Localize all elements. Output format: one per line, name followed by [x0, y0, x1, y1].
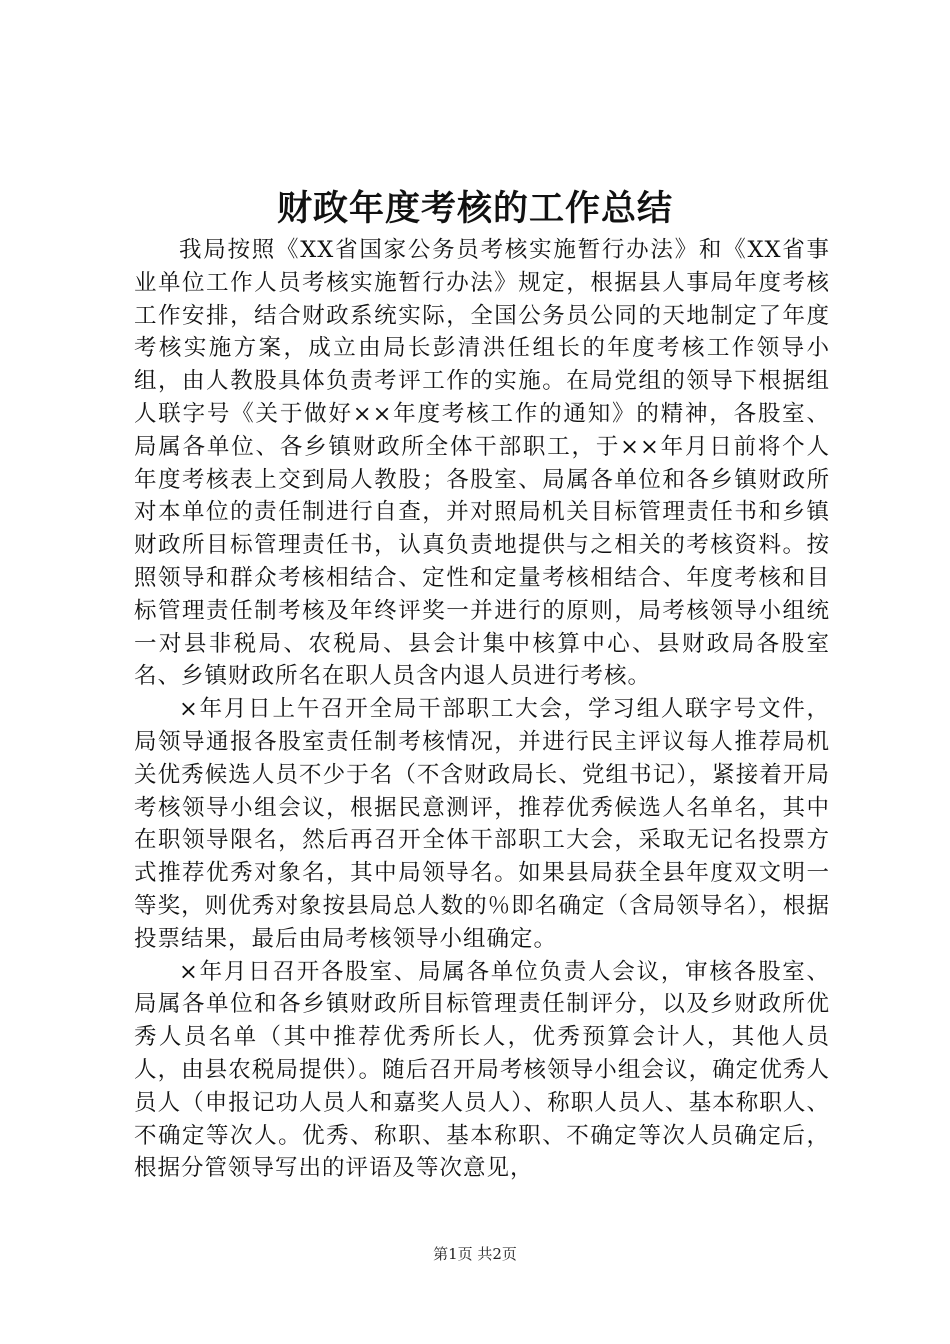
paragraph-2: ×年月日上午召开全局干部职工大会，学习组人联字号文件，局领导通报各股室责任制考核情况，并进行民主评议每人推荐局机关优秀候选人员不少于名（不含财政局长、党组书记），紧接着开局考核领导小组会议，根据民意测评，推荐优秀候选人名单名，其中在职领导限名，然后再召开全体干部职工大会，采取无记名投票方式推荐优秀对象名，其中局领导名。如果县局获全县年度双文明一等奖，则优秀对象按县局总人数的％即名确定（含局领导名），根据投票结果，最后由局考核领导小组确定。 [134, 696, 830, 952]
document-body [134, 234, 830, 1185]
page-footer: 第1页 共2页 [433, 1245, 517, 1263]
paragraph-3: ×年月日召开各股室、局属各单位负责人会议，审核各股室、局属各单位和各乡镇财政所目标管理责任制评分，以及乡财政所优秀人员名单（其中推荐优秀所长人，优秀预算会计人，其他人员人，由县农税局提供）。随后召开局考核领导小组会议，确定优秀人员人（申报记功人员人和嘉奖人员人）、称职人员人、基本称职人、不确定等次人。优秀、称职、基本称职、不确定等次人员确定后，根据分管领导写出的评语及等次意见， [134, 958, 830, 1182]
document-title: 财政年度考核的工作总结 [276, 188, 673, 229]
paragraph-1: 我局按照《XX省国家公务员考核实施暂行办法》和《XX省事业单位工作人员考核实施暂行办法》规定，根据县人事局年度考核工作安排，结合财政系统实际，全国公务员公同的天地制定了年度考核实施方案，成立由局长彭清洪任组长的年度考核工作领导小组，由人教股具体负责考评工作的实施。在局党组的领导下根据组人联字号《关于做好××年度考核工作的通知》的精神，各股室、局属各单位、各乡镇财政所全体干部职工，于××年月日前将个人年度考核表上交到局人教股；各股室、局属各单位和各乡镇财政所对本单位的责任制进行自查，并对照局机关目标管理责任书和乡镇财政所目标管理责任书，认真负责地提供与之相关的考核资料。按照领导和群众考核相结合、定性和定量考核相结合、年度考核和目标管理责任制考核及年终评奖一并进行的原则，局考核领导小组统一对县非税局、农税局、县会计集中核算中心、县财政局各股室名、乡镇财政所名在职人员含内退人员进行考核。 [134, 237, 830, 690]
